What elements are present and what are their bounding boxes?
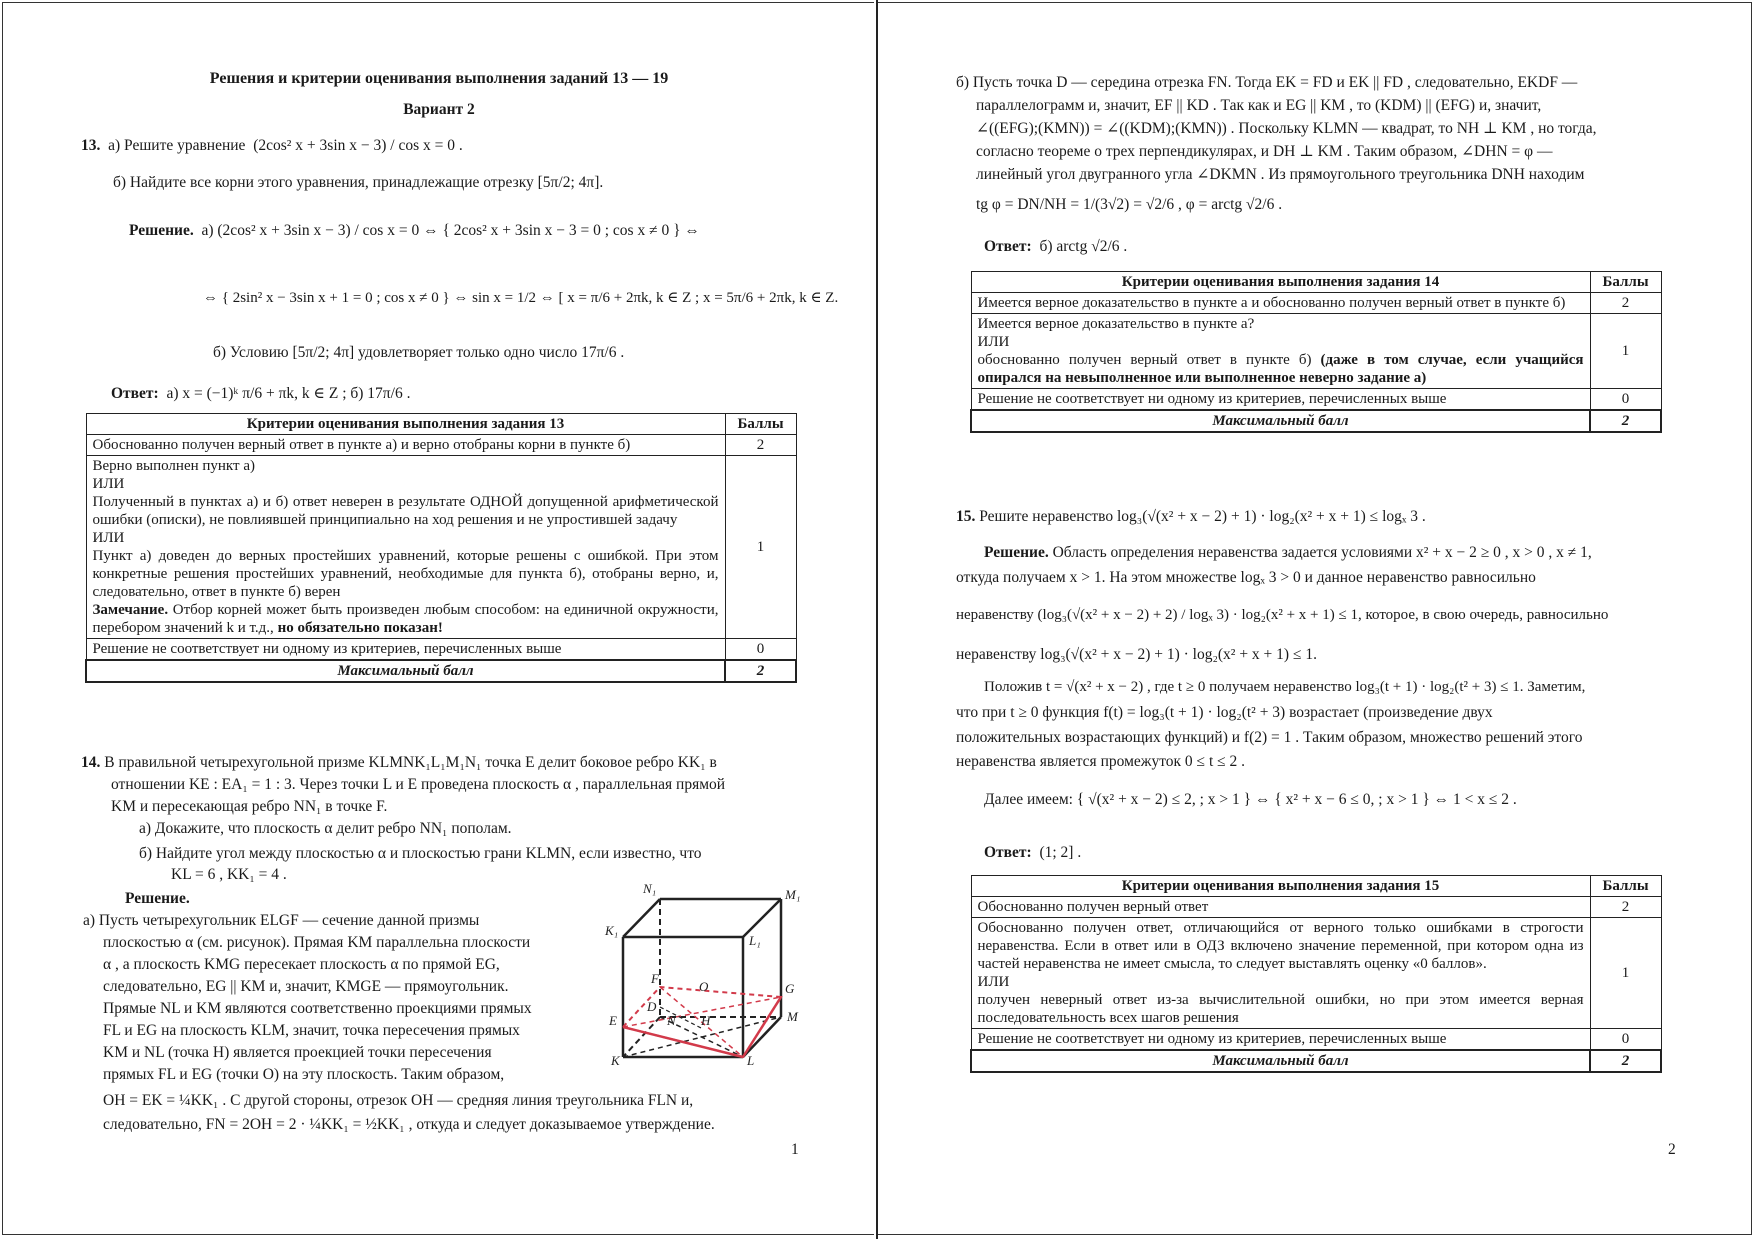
label-N: N [667,1013,676,1028]
criteria-table-15 [970,875,1662,1073]
table13-header: Критерии оценивания выполнения задания 13 [86,414,725,435]
task14-sol-line4: следовательно, EG || KM и, значит, KMGE — прямоугольник. [103,978,509,995]
label-G: G [785,981,795,996]
label-H: H [701,1013,711,1028]
task14-sol-line5: Прямые NL и KM являются соответственно проекциями прямых [103,1000,532,1017]
label-L: L [747,1053,755,1068]
label-M: M [787,1009,798,1024]
table15-row3-score: 0 [1590,1029,1661,1051]
table14-row2-text: Имеется верное доказательство в пункте а? ИЛИ обоснованно получен верный ответ в пункте б) (даже в том случае, если учащийся опирался на невыполненное или выполненное неверно задание а) [971,314,1590,389]
task14b-line6: tg φ = DN/NH = 1/(3√2) = √2/6 , φ = arctg √2/6 . [976,196,1283,213]
table13-row3-text: Решение не соответствует ни одному из критериев, перечисленных выше [86,639,725,661]
table14-row1-text: Имеется верное доказательство в пункте а и обоснованно получен верный ответ в пункте б) [971,293,1590,314]
table15-header: Критерии оценивания выполнения задания 15 [971,876,1590,897]
table15-row2-text: Обоснованно получен ответ, отличающийся от верного только ошибками в строгости неравенства. Если в ответ или в ОДЗ включено значение переменной, при котором одна из частей неравенства не имеет смысла, то следует выставлять оценку «0 баллов». ИЛИ получен неверный ответ из-за вычислительной ошибки, но при этом имеется верная последовательность всех шагов решения [971,918,1590,1029]
task14b-line4: согласно теореме о трех перпендикулярах, и DH ⊥ KM . Таким образом, ∠DHN = φ — [976,143,1553,160]
task14-line1: 14. В правильной четырехугольной призме KLMNK₁L₁M₁N₁ точка E делит боковое ребро KK₁ в [81,754,717,771]
task13-answer: Ответ: а) x = (−1)ᵏ π/6 + πk, k ∈ Z ; б) 17π/6 . [111,385,411,402]
task15-line8: неравенства является промежуток 0 ≤ t ≤ 2 . [956,753,1246,770]
task15-line5: Положив t = √(x² + x − 2) , где t ≥ 0 получаем неравенство log₃(t + 1) · log₂(t² + 3) ≤ 1. Заметим, [984,679,1586,695]
task14-line3: KM и пересекающая ребро NN₁ в точке F. [111,798,388,815]
task15-line9: Далее имеем: { √(x² + x − 2) ≤ 2, ; x > 1 } ⇔ { x² + x − 6 ≤ 0, ; x > 1 } ⇔ 1 < x ≤ 2 . [984,791,1517,808]
table15-max-label: Максимальный балл [971,1050,1590,1072]
table15-max-score: 2 [1590,1050,1661,1072]
task14-sol-line6: FL и EG на плоскость KLM, значит, точка пересечения прямых [103,1022,520,1039]
task14-sol-line8: прямых FL и EG (точки O) на эту плоскость. Таким образом, [103,1066,505,1083]
prism-edge [743,1017,781,1057]
task14-sol-line7: KM и NL (точка H) является проекцией точки пересечения [103,1044,492,1061]
label-K1: K₁ [605,923,619,938]
task14b-line5: линейный угол двугранного угла ∠DKMN . Из прямоугольного треугольника DNH находим [976,166,1585,183]
table14-row3-score: 0 [1590,389,1661,411]
table14-row2-score: 1 [1590,314,1661,389]
task13-solution-line1: Решение. а) (2cos² x + 3sin x − 3) / cos x = 0 ⇔ { 2cos² x + 3sin x − 3 = 0 ; cos x ≠ 0 } ⇔ [129,222,700,239]
task15-line1: Решение. Область определения неравенства задается условиями x² + x − 2 ≥ 0 , x > 0 , x ≠ 1, [984,544,1592,561]
table15-score-header: Баллы [1590,876,1661,897]
label-D: D [647,999,657,1014]
table13-row1-text: Обоснованно получен верный ответ в пункте а) и верно отобраны корни в пункте б) [86,435,725,456]
label-N1: N₁ [643,881,657,896]
section-edge-LG [743,997,781,1057]
task14-sol-line2: плоскостью α (см. рисунок). Прямая KM параллельна плоскости [103,934,531,951]
task13-statement-b: б) Найдите все корни этого уравнения, принадлежащие отрезку [5π/2; 4π]. [113,174,604,191]
table15-row1-text: Обоснованно получен верный ответ [971,897,1590,918]
table15-row3-text: Решение не соответствует ни одному из критериев, перечисленных выше [971,1029,1590,1051]
task14-question-b1: б) Найдите угол между плоскостью α и плоскостью грани KLMN, если известно, что [139,845,702,862]
table13-row2-text: Верно выполнен пункт а) ИЛИ Полученный в пунктах а) и б) ответ неверен в результате ОДНОЙ допущенной арифметической ошибки (описки), не повлиявшей принципиально на ход решения и не упростившей задачу ИЛИ Пункт а) доведен до верных простейших уравнений, которые решены с ошибкой. При этом конкретные решения простейших уравнений, необходимые для пункта б), отобраны верно, и, следовательно, ответ в пункте б) верен Замечание. Отбор корней может быть произведен любым способом: на единичной окружности, перебором значений k и т.д., но обязательно показан! [86,456,725,639]
task14b-line3: ∠((EFG);(KMN)) = ∠((KDM);(KMN)) . Поскольку KLMN — квадрат, то NH ⊥ KM , но тогда, [976,120,1597,137]
task14-solution-label: Решение. [125,890,190,907]
label-M1: M₁ [785,887,801,902]
task14-question-b2: KL = 6 , KK₁ = 4 . [171,866,287,883]
table14-max-label: Максимальный балл [971,410,1590,432]
table13-score-header: Баллы [725,414,796,435]
page-2 [878,2,1752,1235]
task14b-line2: параллелограмм и, значит, EF || KD . Так как и EG || KM , то (KDM) || (EFG) и, значит, [976,97,1542,114]
criteria-table-14 [970,271,1662,433]
task15-line7: положительных возрастающих функций) и f(2) = 1 . Таким образом, множество решений этого [956,729,1583,746]
label-L1: L₁ [749,933,761,948]
table14-score-header: Баллы [1590,272,1661,293]
page-1 [2,2,874,1235]
label-O: O [699,979,709,994]
page-number-1: 1 [791,1141,799,1158]
table14-row3-text: Решение не соответствует ни одному из критериев, перечисленных выше [971,389,1590,411]
task14-sol-line9: OH = EK = ¼KK₁ . С другой стороны, отрезок OH — средняя линия треугольника FLN и, [103,1092,694,1109]
prism-figure [603,879,803,1069]
task13-statement-a: 13. а) Решите уравнение (2cos² x + 3sin x − 3) / cos x = 0 . [81,137,463,154]
table14-row1-score: 2 [1590,293,1661,314]
table13-row3-score: 0 [725,639,796,661]
table14-header: Критерии оценивания выполнения задания 14 [971,272,1590,293]
task14-line2: отношении KE : EA₁ = 1 : 3. Через точки L и E проведена плоскость α , параллельная прямой [111,776,726,793]
task15-line4: неравенству log₃(√(x² + x − 2) + 1) · log₂(x² + x + 1) ≤ 1. [956,646,1317,663]
label-K: K [611,1053,620,1068]
task14-sol-line3: α , а плоскость KMG пересекает плоскость α по прямой EG, [103,956,500,973]
table13-row1-score: 2 [725,435,796,456]
table13-max-score: 2 [725,660,796,682]
task15-line2: откуда получаем x > 1. На этом множестве logₓ 3 > 0 и данное неравенство равносильно [956,569,1536,586]
task14b-line1: б) Пусть точка D — середина отрезка FN. Тогда EK = FD и EK || FD , следовательно, EKDF — [956,74,1578,91]
table15-row2-score: 1 [1590,918,1661,1029]
criteria-table-13 [85,413,797,683]
table15-row1-score: 2 [1590,897,1661,918]
task14-sol-line1: а) Пусть четырехугольник ELGF — сечение данной призмы [83,912,480,929]
label-F: F [651,971,659,986]
task15-line6: что при t ≥ 0 функция f(t) = log₃(t + 1) · log₂(t² + 3) возрастает (произведение двух [956,704,1493,721]
task13-solution-line3: б) Условию [5π/2; 4π] удовлетворяет только одно число 17π/6 . [213,344,625,361]
variant-label: Вариант 2 [403,101,475,118]
task15-line3: неравенству (log₃(√(x² + x − 2) + 2) / logₓ 3) · log₂(x² + x + 1) ≤ 1, которое, в свою очередь, равносильно [956,607,1609,623]
prism-edge [623,899,660,937]
prism-edge [743,899,781,937]
label-E: E [609,1013,617,1028]
document-title: Решения и критерии оценивания выполнения заданий 13 — 19 [209,70,669,87]
task14-question-a: а) Докажите, что плоскость α делит ребро NN₁ пополам. [139,820,512,837]
task14-answer: Ответ: б) arctg √2/6 . [984,238,1128,255]
table13-row2-score: 1 [725,456,796,639]
task15-answer: Ответ: (1; 2] . [984,844,1082,861]
task13-solution-line2: ⇔ { 2sin² x − 3sin x + 1 = 0 ; cos x ≠ 0 } ⇔ sin x = 1/2 ⇔ [ x = π/6 + 2πk, k ∈ Z ; x = 5π/6 + 2πk, k ∈ Z. [203,290,839,306]
task15-statement: 15. Решите неравенство log₃(√(x² + x − 2) + 1) · log₂(x² + x + 1) ≤ logₓ 3 . [956,508,1426,525]
page-number-2: 2 [1668,1141,1676,1158]
task14-sol-line10: следовательно, FN = 2OH = 2 · ¼KK₁ = ½KK₁ , откуда и следует доказываемое утверждение. [103,1116,715,1133]
table14-max-score: 2 [1590,410,1661,432]
table13-max-label: Максимальный балл [86,660,725,682]
